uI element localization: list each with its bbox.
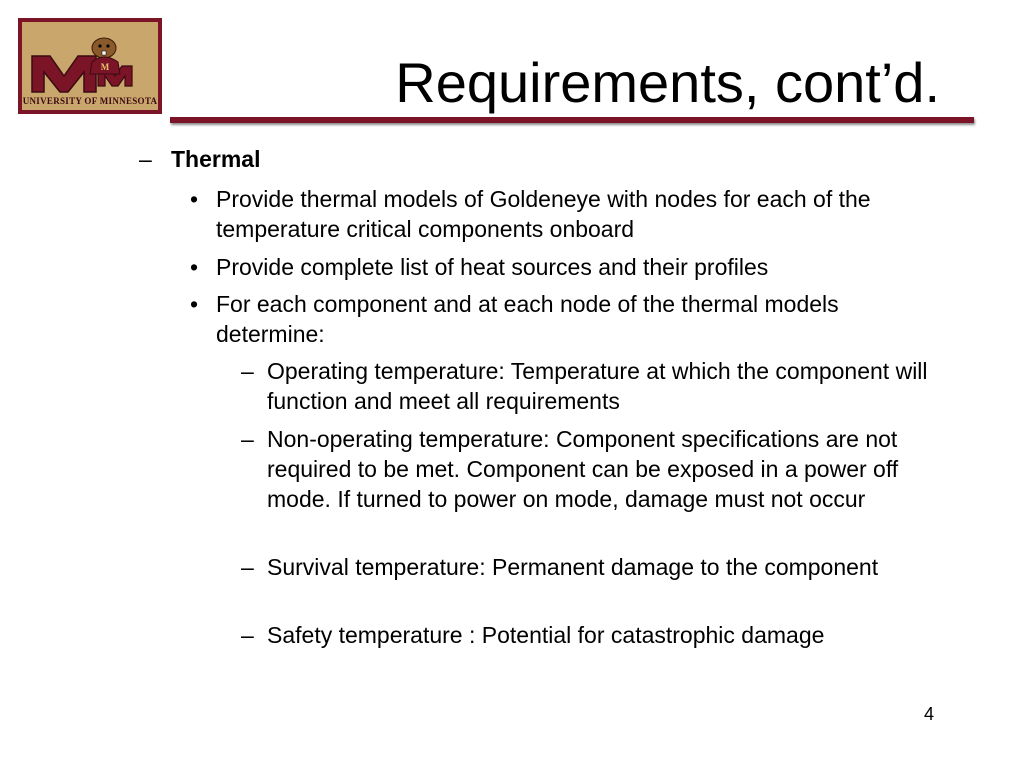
sub-list-item — [241, 356, 947, 416]
bullet-text: Provide complete list of heat sources and their profiles — [216, 254, 769, 280]
dash-marker: – — [139, 146, 152, 172]
svg-text:M: M — [100, 62, 110, 72]
bullet-text: Provide thermal models of Goldeneye with nodes for each of the temperature critical components onboard — [216, 186, 871, 242]
bullet-text: For each component and at each node of the thermal models determine: — [216, 291, 839, 347]
logo-text: UNIVERSITY OF MINNESOTA — [22, 96, 158, 106]
sub-list-item — [241, 620, 947, 650]
dash-marker: – — [241, 358, 254, 384]
sub-bullet-text: Safety temperature : Potential for catastrophic damage — [267, 622, 825, 648]
bullet-marker: • — [190, 186, 199, 212]
list-item — [190, 289, 916, 349]
sub-list-item — [241, 424, 947, 514]
dash-marker: – — [241, 554, 254, 580]
page-number: 4 — [924, 704, 935, 724]
slide-title: Requirements, cont’d. — [395, 51, 940, 114]
dash-marker: – — [241, 622, 254, 648]
bullet-marker: • — [190, 254, 199, 280]
section-heading — [139, 144, 931, 174]
dash-marker: – — [241, 426, 254, 452]
sub-bullet-text: Non-operating temperature: Component specifications are not required to be met. Component can be exposed in a power off mode. If turned to power on mode, damage must not occur — [267, 426, 899, 512]
bullet-marker: • — [190, 291, 199, 317]
sub-bullet-text: Survival temperature: Permanent damage to the component — [267, 554, 879, 580]
sub-list-item — [241, 552, 947, 582]
list-item — [190, 184, 916, 244]
list-item — [190, 252, 916, 282]
sub-bullet-text: Operating temperature: Temperature at which the component will function and meet all requirements — [267, 358, 928, 414]
section-label: Thermal — [171, 146, 261, 172]
